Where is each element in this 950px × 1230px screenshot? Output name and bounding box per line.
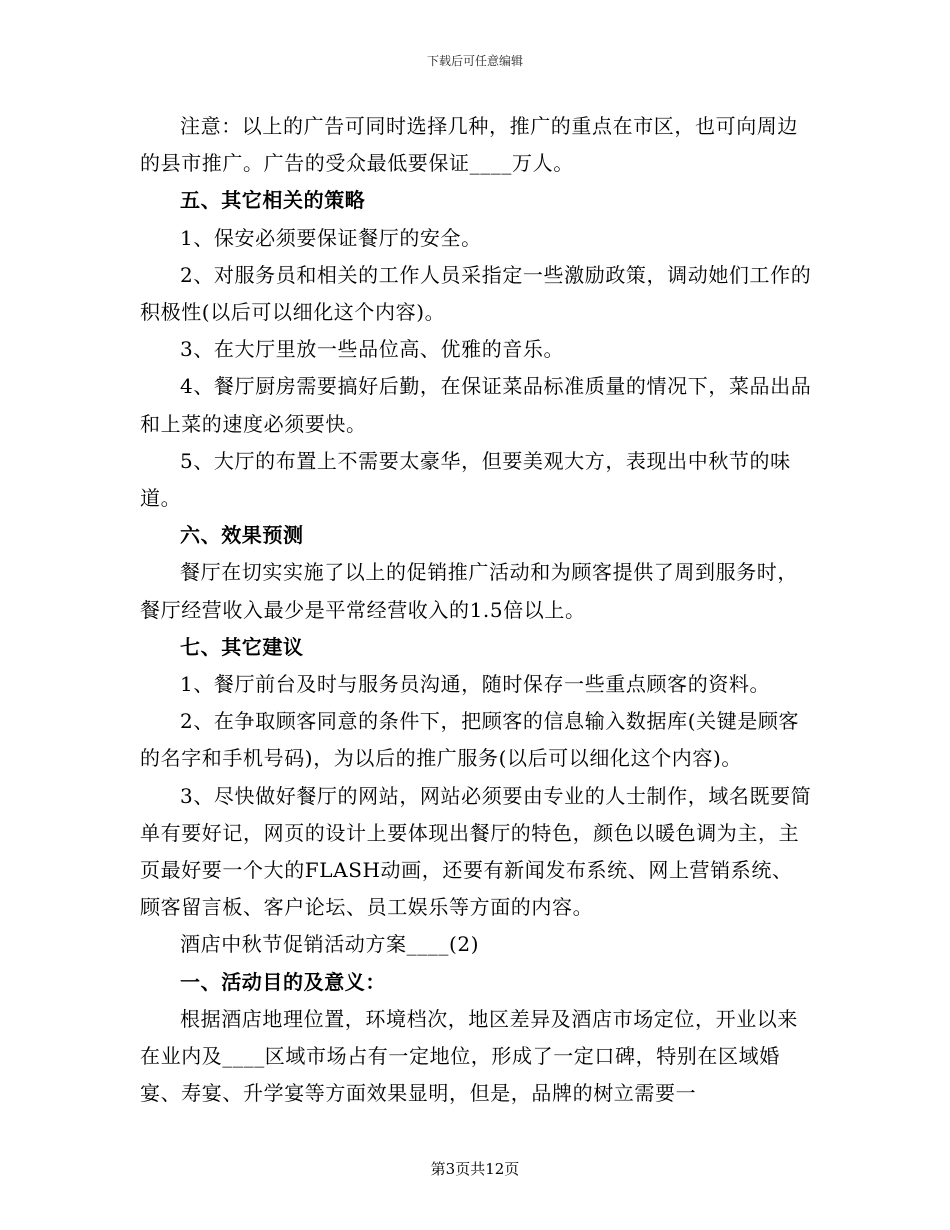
section-heading: 六、效果预测 bbox=[180, 523, 304, 548]
document-subtitle: 酒店中秋节促销活动方案____(2) bbox=[180, 932, 480, 957]
paragraph: 2、在争取顾客同意的条件下，把顾客的信息输入数据库(关键是顾客的名字和手机号码)，为以后的推广服务(以后可以细化这个内容)。 bbox=[140, 709, 800, 771]
section-heading: 一、活动目的及意义： bbox=[180, 969, 386, 994]
paragraph: 4、餐厅厨房需要搞好后勤，在保证菜品标准质量的情况下，菜品出品和上菜的速度必须要快。 bbox=[140, 374, 812, 436]
paragraph: 餐厅在切实实施了以上的促销推广活动和为顾客提供了周到服务时，餐厅经营收入最少是平常经营收入的1.5倍以上。 bbox=[140, 560, 798, 622]
paragraph: 注意：以上的广告可同时选择几种，推广的重点在市区，也可向周边的县市推广。广告的受众最低要保证____万人。 bbox=[140, 114, 798, 176]
document-body bbox=[140, 108, 812, 1112]
paragraph: 3、尽快做好餐厅的网站，网站必须要由专业的人士制作，域名既要简单有要好记，网页的设计上要体现出餐厅的特色，颜色以暖色调为主，主页最好要一个大的FLASH动画，还要有新闻发布系统、网上营销系统、顾客留言板、客户论坛、员工娱乐等方面的内容。 bbox=[140, 783, 812, 920]
paragraph: 3、在大厅里放一些品位高、优雅的音乐。 bbox=[180, 337, 565, 362]
paragraph: 1、保安必须要保证餐厅的安全。 bbox=[180, 225, 482, 250]
paragraph: 根据酒店地理位置，环境档次，地区差异及酒店市场定位，开业以来在业内及____区域市场占有一定地位，形成了一定口碑，特别在区域婚宴、寿宴、升学宴等方面效果显明，但是，品牌的树立需要一 bbox=[140, 1006, 798, 1106]
paragraph: 2、对服务员和相关的工作人员采指定一些激励政策，调动她们工作的积极性(以后可以细化这个内容)。 bbox=[140, 262, 812, 325]
section-heading: 七、其它建议 bbox=[180, 634, 304, 659]
paragraph: 5、大厅的布置上不需要太豪华，但要美观大方，表现出中秋节的味道。 bbox=[140, 448, 791, 511]
page-header: 下载后可任意编辑 bbox=[426, 54, 523, 68]
section-heading: 五、其它相关的策略 bbox=[180, 188, 366, 213]
paragraph: 1、餐厅前台及时与服务员沟通，随时保存一些重点顾客的资料。 bbox=[180, 672, 771, 697]
page-footer: 第3页共12页 bbox=[430, 1160, 520, 1178]
